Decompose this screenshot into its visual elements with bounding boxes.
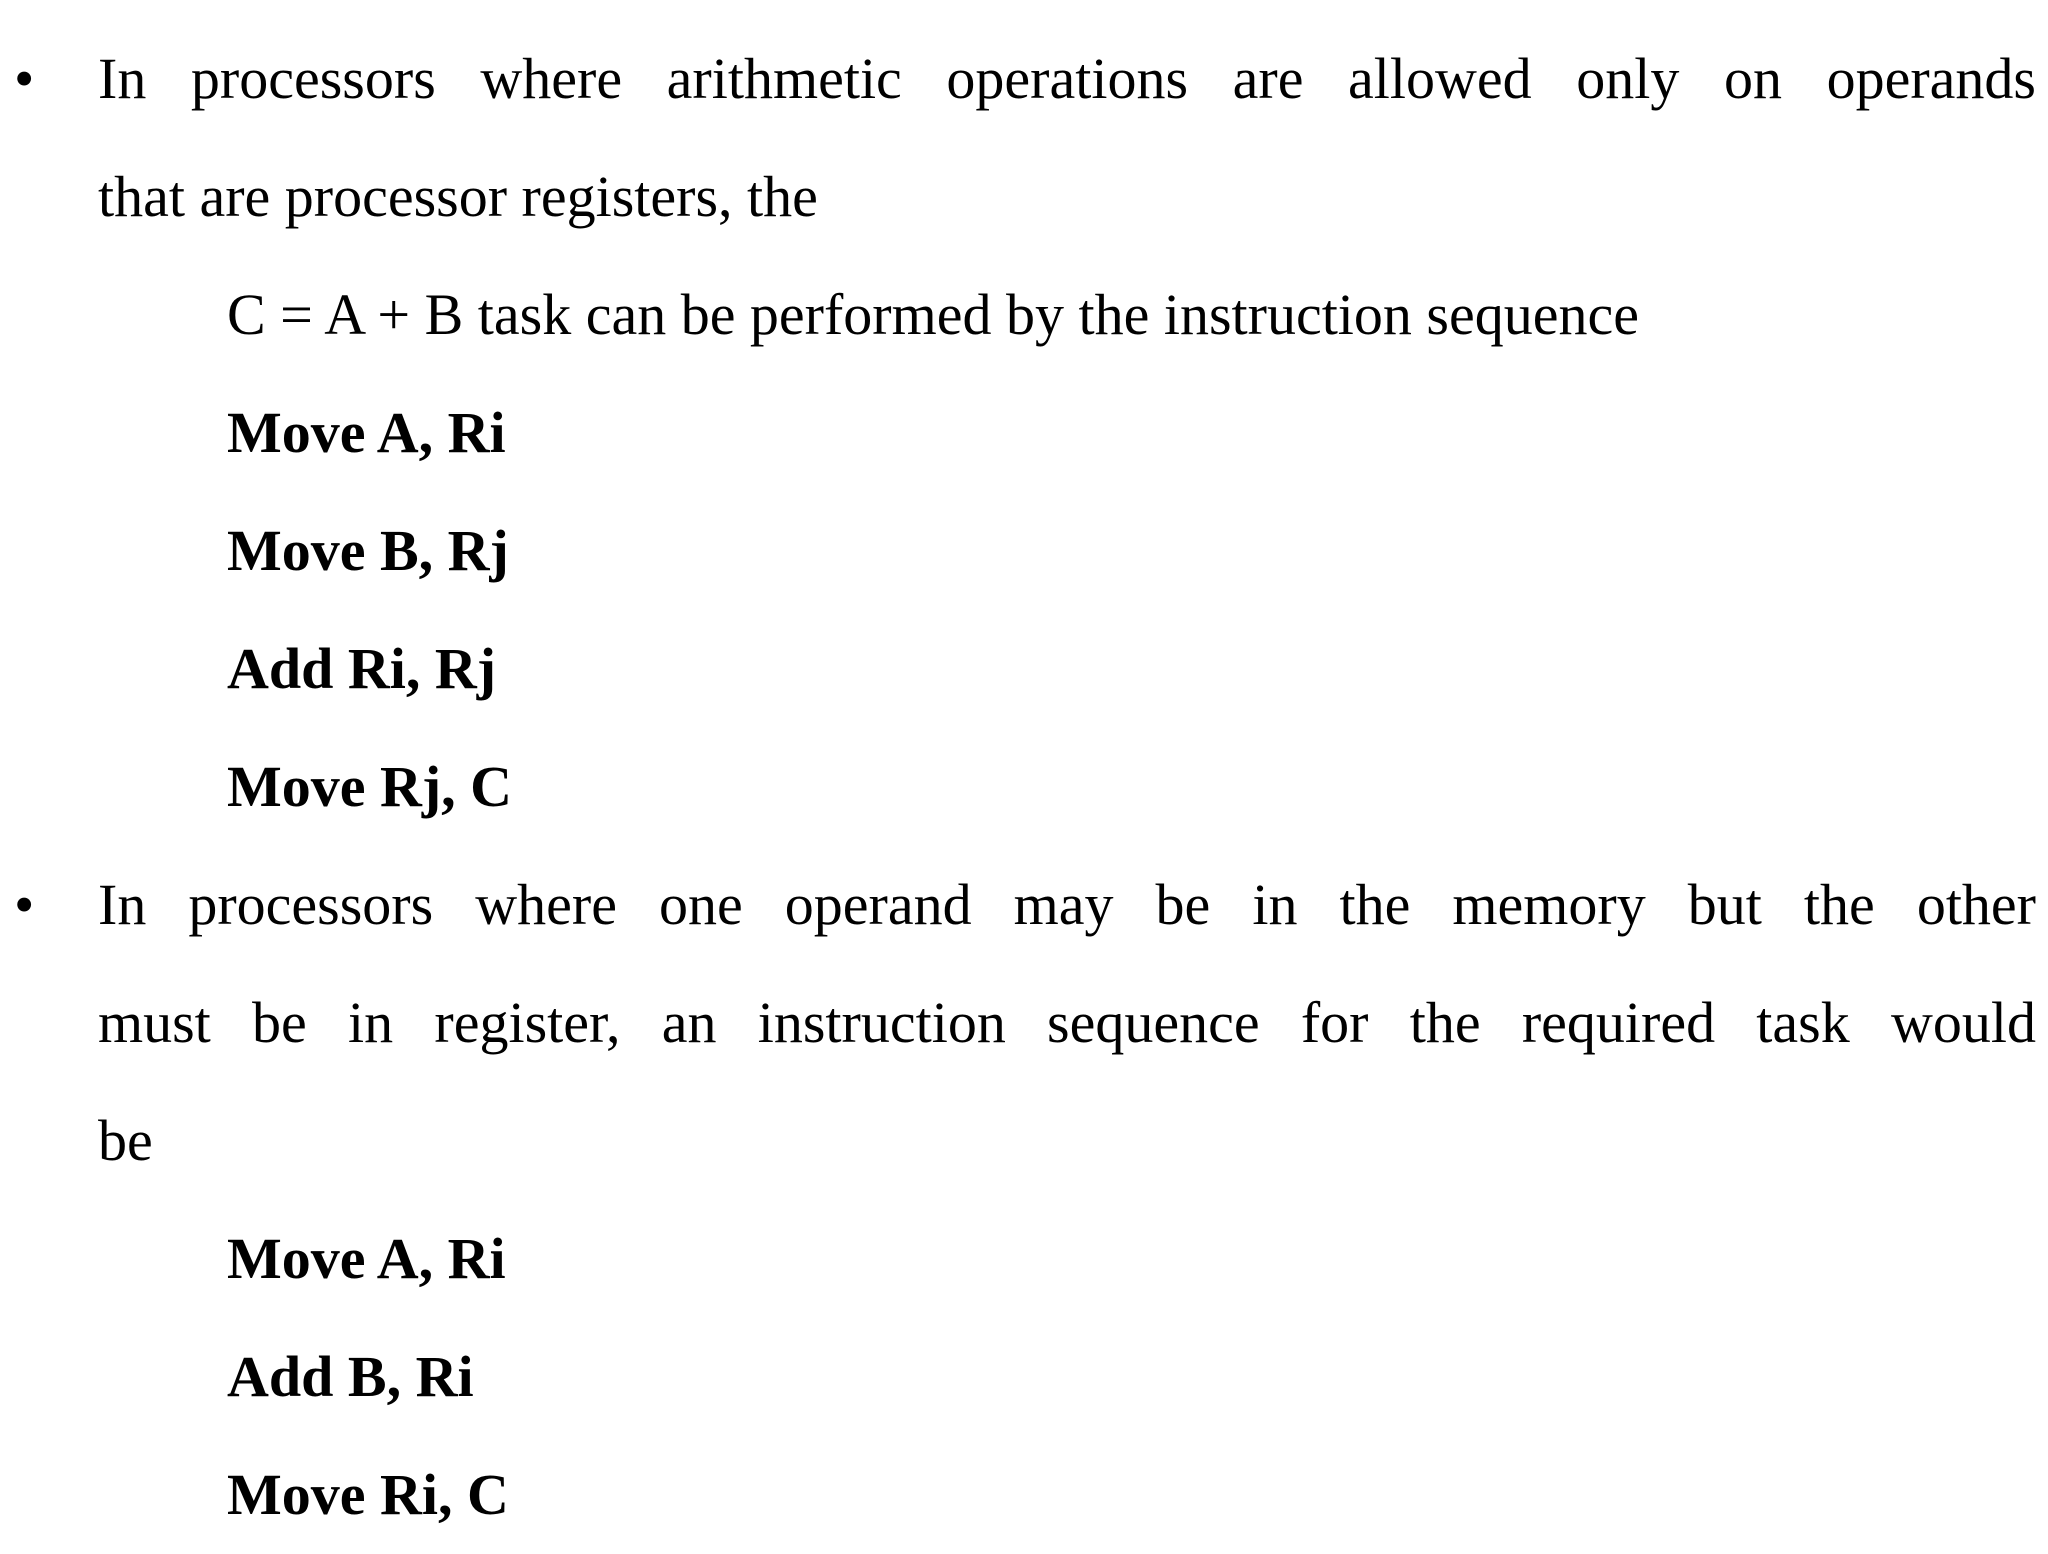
paragraph-1-line-2: that are processor registers, the [98, 164, 818, 229]
instruction-1-4: Move Rj, C [227, 754, 513, 819]
bullet-1: • [14, 46, 35, 111]
paragraph-1 [98, 20, 2036, 256]
instruction-1-1: Move A, Ri [227, 400, 506, 465]
instruction-2-3: Move Ri, C [227, 1462, 509, 1527]
instruction-1-3: Add Ri, Rj [227, 636, 497, 701]
instruction-2-2: Add B, Ri [227, 1344, 474, 1409]
paragraph-2-line-2: must be in register, an instruction sequence for the required task would [98, 990, 2036, 1055]
paragraph-2-line-3: be [98, 1108, 153, 1173]
instruction-2-1: Move A, Ri [227, 1226, 506, 1291]
bullet-2: • [14, 872, 35, 937]
paragraph-1-line-1: In processors where arithmetic operations are allowed only on operands [98, 46, 2036, 111]
instruction-1-2: Move B, Rj [227, 518, 509, 583]
paragraph-2 [98, 846, 2036, 1200]
expression-line: C = A + B task can be performed by the instruction sequence [227, 282, 1639, 347]
paragraph-2-line-1: In processors where one operand may be in the memory but the other [98, 872, 2036, 937]
